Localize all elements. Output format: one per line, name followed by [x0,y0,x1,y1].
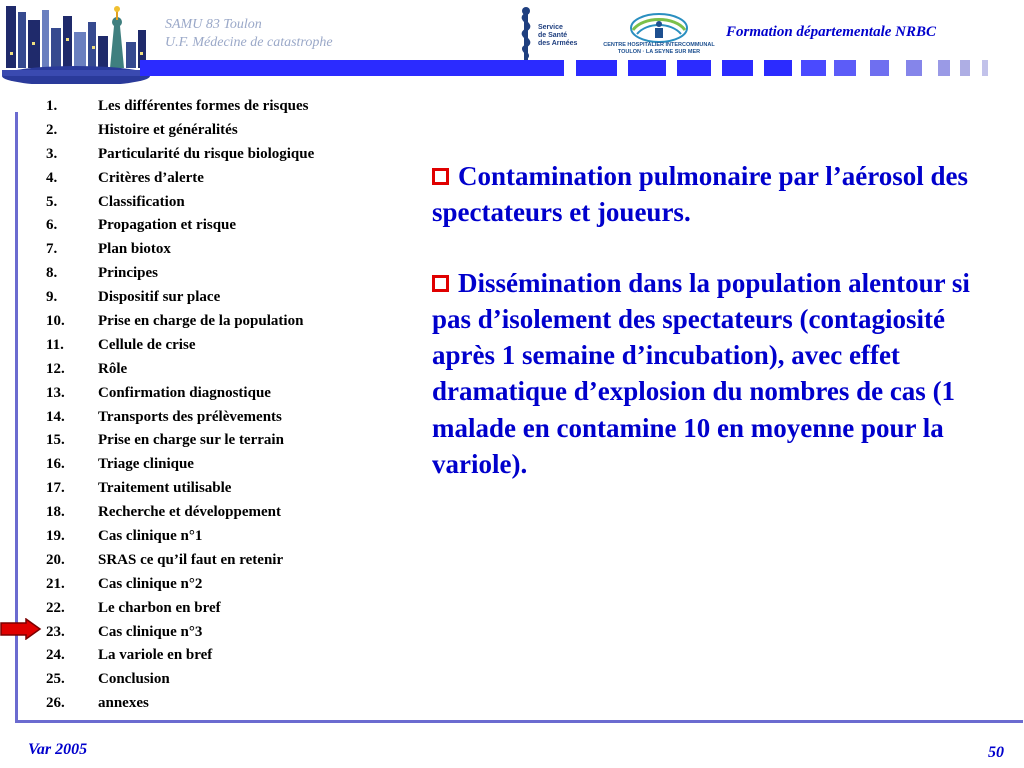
toc-item-label: Cellule de crise [98,336,196,353]
footer-label: Var 2005 [28,741,88,758]
toc-item-number: 25. [46,671,65,688]
toc-item-label: Prise en charge de la population [98,313,304,330]
toc-item-label: Classification [98,193,185,210]
toc-item-label: Le charbon en bref [98,599,221,616]
toc-item-number: 20. [46,551,65,568]
toc-item-number: 23. [46,623,65,640]
toc-item-number: 22. [46,599,65,616]
current-section-arrow-icon [0,618,42,640]
toc-item-label: Conclusion [98,671,170,688]
toc-item-number: 2. [46,121,58,138]
toc-item-label: Prise en charge sur le terrain [98,432,284,449]
toc-item-label: Critères d’alerte [98,169,204,186]
page-title: Formation départementale NRBC [726,24,937,40]
toc-item-number: 5. [46,193,58,210]
toc-item-number: 17. [46,480,65,497]
organization-label [165,16,333,52]
chi-toulon-text: CENTRE HOSPITALIER INTERCOMMUNAL TOULON · LA SEYNE SUR MER [603,42,715,55]
toc-item-label: Cas clinique n°3 [98,623,203,640]
toc-item-number: 1. [46,98,58,114]
toc-item-label: Principes [98,265,158,282]
toc-item-number: 10. [46,313,65,330]
header-band [140,60,1024,76]
toc-item-number: 16. [46,456,65,473]
bullet-text: Dissémination dans la population alentour si pas d’isolement des spectateurs (contagiosité après 1 semaine d’incubation), avec effet dramatique d’explosion du nombres de cas (1 malade en contamine 10 en moyenne pour la variole). [432,267,970,480]
slide-content [422,158,1012,482]
toc-item-label: Transports des prélèvements [98,408,282,425]
toc-item-number: 3. [46,145,58,162]
toc-item-number: 18. [46,504,65,521]
toc-item-number: 4. [46,169,58,186]
toc-item-number: 11. [46,336,64,353]
toc-item-number: 15. [46,432,65,449]
toc-item-number: 26. [46,695,65,712]
toc-item-label: La variole en bref [98,647,213,664]
square-bullet-icon [432,168,449,185]
toc-item-label: Histoire et généralités [98,121,238,138]
toc-item-label: Cas clinique n°2 [98,575,203,592]
org-line-2: U.F. Médecine de catastrophe [165,35,333,50]
service-sante-armees-text: Service de Santé des Armées [538,24,578,47]
toc-item-label: Confirmation diagnostique [98,384,271,401]
city-skyline-logo [2,2,150,84]
square-bullet-icon [432,275,449,292]
toc-item-number: 19. [46,528,65,545]
toc-item-label: Triage clinique [98,456,194,473]
toc-item-number: 21. [46,575,65,592]
toc-item-number: 7. [46,241,58,258]
frame-bottom-line [15,720,1023,723]
bullet-paragraph [422,158,1012,231]
toc-item-label: Plan biotox [98,241,171,258]
toc-item-number: 9. [46,289,58,306]
toc-item-number: 13. [46,384,65,401]
toc-item-number: 24. [46,647,65,664]
toc-item-number: 6. [46,217,58,234]
toc-item-label: Propagation et risque [98,217,237,234]
toc-item-number: 14. [46,408,65,425]
toc-item-label: Traitement utilisable [98,480,232,497]
bullet-paragraph [422,265,1012,483]
org-line-1: SAMU 83 Toulon [165,17,262,32]
toc-item-label: Dispositif sur place [98,289,221,306]
toc-item-label: annexes [98,695,149,712]
toc-item-label: Les différentes formes de risques [98,98,309,114]
toc-item-label: Rôle [98,360,128,377]
bullet-text: Contamination pulmonaire par l’aérosol des spectateurs et joueurs. [432,161,969,228]
toc-item-label: Cas clinique n°1 [98,528,203,545]
toc-item-label: Recherche et développement [98,504,282,521]
toc-item-label: Particularité du risque biologique [98,145,315,162]
toc-item-number: 8. [46,265,58,282]
page-number: 50 [988,744,1004,761]
toc-item-number: 12. [46,360,65,377]
toc-item-label: SRAS ce qu’il faut en retenir [98,551,284,568]
